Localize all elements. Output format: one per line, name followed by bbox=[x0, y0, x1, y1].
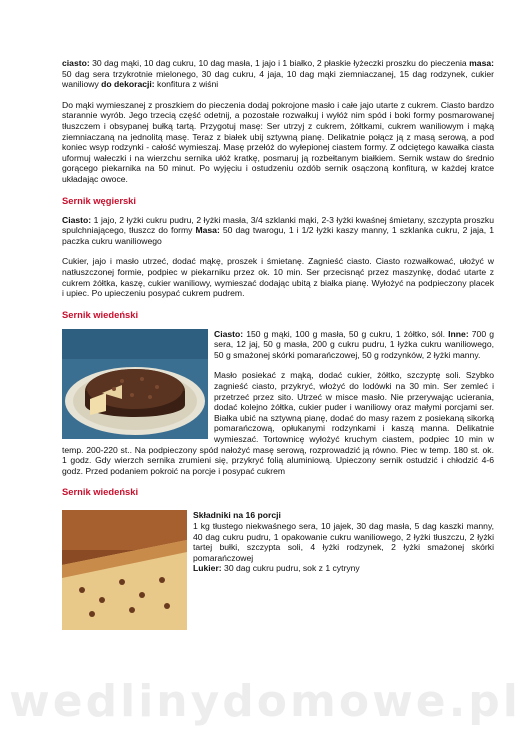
raisin-cheesecake-photo bbox=[62, 510, 187, 630]
recipe1-ingredients bbox=[62, 58, 494, 90]
recipe3-block bbox=[62, 329, 494, 477]
ingredients-text: 150 g mąki, 100 g masła, 50 g cukru, 1 żółtko, sól. bbox=[243, 328, 449, 339]
recipe4-block bbox=[62, 506, 494, 574]
section-title-sernik-wiedenski: Sernik wiedeński bbox=[62, 308, 139, 320]
ingredients-text: 30 dag cukru pudru, sok z 1 cytryny bbox=[221, 563, 360, 574]
ingredients-text: 50 dag twarogu, 1 i 1/2 łyżki kaszy manny, 1 szklanka cukru, 2 jaja, 1 paczka cukru waniliowego bbox=[62, 225, 494, 246]
ingredients-text: konfitura z wiśni bbox=[154, 79, 219, 90]
site-watermark: wedlinydomowe.pl bbox=[9, 676, 521, 727]
label-lukier: Lukier: bbox=[193, 563, 222, 574]
recipe3-instructions: Masło posiekać z mąką, dodać cukier, żółtko, szczyptę soli. Szybko zagnieść ciasto, przykryć, włożyć do lodówki na 30 min. Ser zemleć i przetrzeć przez sito. Utrzeć w misce masło. Nie przerywając ucierania, dodać kolejno żółtka, cukier puder i waniliowy oraz małymi porcjami ser. Białka ubić na sztywną pianę, dodać do masy razem z posiekaną sikorką pomarańczową, opłukanymi rodzynkami i kaszą manna. Delikatnie wymieszać. Tortownicę wyłożyć kruchym ciastem, podpiec 10 min w temp. 200-220 st.. Na podpieczony spód nałożyć masę serową, rozprowadzić ją równo. Piec w temp. 180 st. ok. 1 godz. Gdy wierzch sernika zrumieni się, przykryć folią aluminiową. Upieczony sernik ostudzić i chłodzić 4-6 godz. Przed podaniem pokroić na porcje i posypać cukrem bbox=[62, 370, 494, 476]
servings-heading: Składniki na 16 porcji bbox=[193, 510, 281, 521]
label-ciasto: Ciasto: bbox=[62, 214, 92, 225]
chocolate-cheesecake-photo bbox=[62, 329, 208, 439]
ingredients-text: 30 dag mąki, 10 dag cukru, 10 dag masła, 1 jajo i 1 białko, 2 płaskie łyżeczki proszku do pieczenia bbox=[89, 58, 470, 68]
section-title-sernik-wegierski: Sernik węgierski bbox=[62, 194, 136, 206]
label-masa: Masa: bbox=[195, 225, 220, 236]
document-page bbox=[62, 58, 494, 634]
section-title-sernik-wiedenski-2: Sernik wiedeński bbox=[62, 486, 139, 498]
label-masa: masa: bbox=[469, 58, 494, 68]
recipe2-instructions: Cukier, jajo i masło utrzeć, dodać mąkę, proszek i śmietanę. Zagnieść ciasto. Ciasto rozwałkować, ułożyć w natłuszczonej formie, podpiec w piekarniku przez ok. 10 min. Ser przecisnąć przez maszynkę, dodać utarte z cukrem żółtka, kaszę, cukier waniliowy, wymieszać dodając ubitą z białka pianę. Wyłożyć na podpieczony placek i upiec. Po upieczeniu posypać cukrem pudrem. bbox=[62, 256, 494, 299]
ingredients-text: 50 dag sera trzykrotnie mielonego, 30 dag cukru, 4 jaja, 10 dag mąki ziemniaczanej, 15 dag rodzynek, cukier waniliowy bbox=[62, 68, 494, 90]
recipe2-ingredients bbox=[62, 215, 494, 247]
label-ciasto: Ciasto: bbox=[214, 328, 244, 339]
label-inne: Inne: bbox=[448, 328, 469, 339]
label-ciasto: ciasto: bbox=[62, 58, 90, 68]
ingredients-text: 700 g sera, 12 jaj, 50 g masła, 200 g cukru pudru, 1 łyżka cukru waniliowego, 50 g smażonej skórki pomarańczowej, 50 g rodzynków, 2 łyżki manny. bbox=[214, 328, 494, 360]
ingredients-text: 1 jajo, 2 łyżki cukru pudru, 2 łyżki masła, 3/4 szklanki mąki, 2-3 łyżki kwaśnej śmietany, szczypta proszku spulchniającego, tłuszcz do formy bbox=[62, 214, 494, 236]
label-dekoracja: do dekoracji: bbox=[101, 79, 155, 90]
recipe1-instructions: Do mąki wymieszanej z proszkiem do pieczenia dodaj pokrojone masło i całe jajo utarte z cukrem. Ciasto bardzo starannie wyrób. Jego trzecią część odetnij, a pozostałe rozwałkuj i wyłóż nim spód i boki formy posmarowanej tłuszczem i obsypanej bułką tartą. Przygotuj masę: Ser utrzyj z cukrem, żółtkami, cukrem waniliowym i mąką ziemniaczaną na jednolitą masę. Teraz z białek ubij sztywną pianę. Delikatnie połącz ją z masą serową, a pod koniec wsyp rodzynki - całość wymieszaj. Masę przełóż do wyłepionej ciastem formy. Z odciętego kawałka ciasta uformuj wałeczki i na wierzchu sernika ułóż kratkę, posmaruj ją rozbełtanym białkiem. Sernik wstaw do średnio gorącego piekarnika na 50 minut. Po wyjęciu i ostudzeniu ozdób sernik osączoną konfiturą, w każdej kratce układając owoce. bbox=[62, 99, 494, 184]
recipe4-ingredients: 1 kg tłustego niekwaśnego sera, 10 jajek, 30 dag masła, 5 dag kaszki manny, 40 dag cukru pudru, 1 opakowanie cukru waniliowego, 2 łyżki tłuszczu, 2 łyżki tartej bułki, szczypta soli, 4 łyżki rodzynek, 2 łyżki smażonej skórki pomarańczowej bbox=[193, 521, 494, 563]
